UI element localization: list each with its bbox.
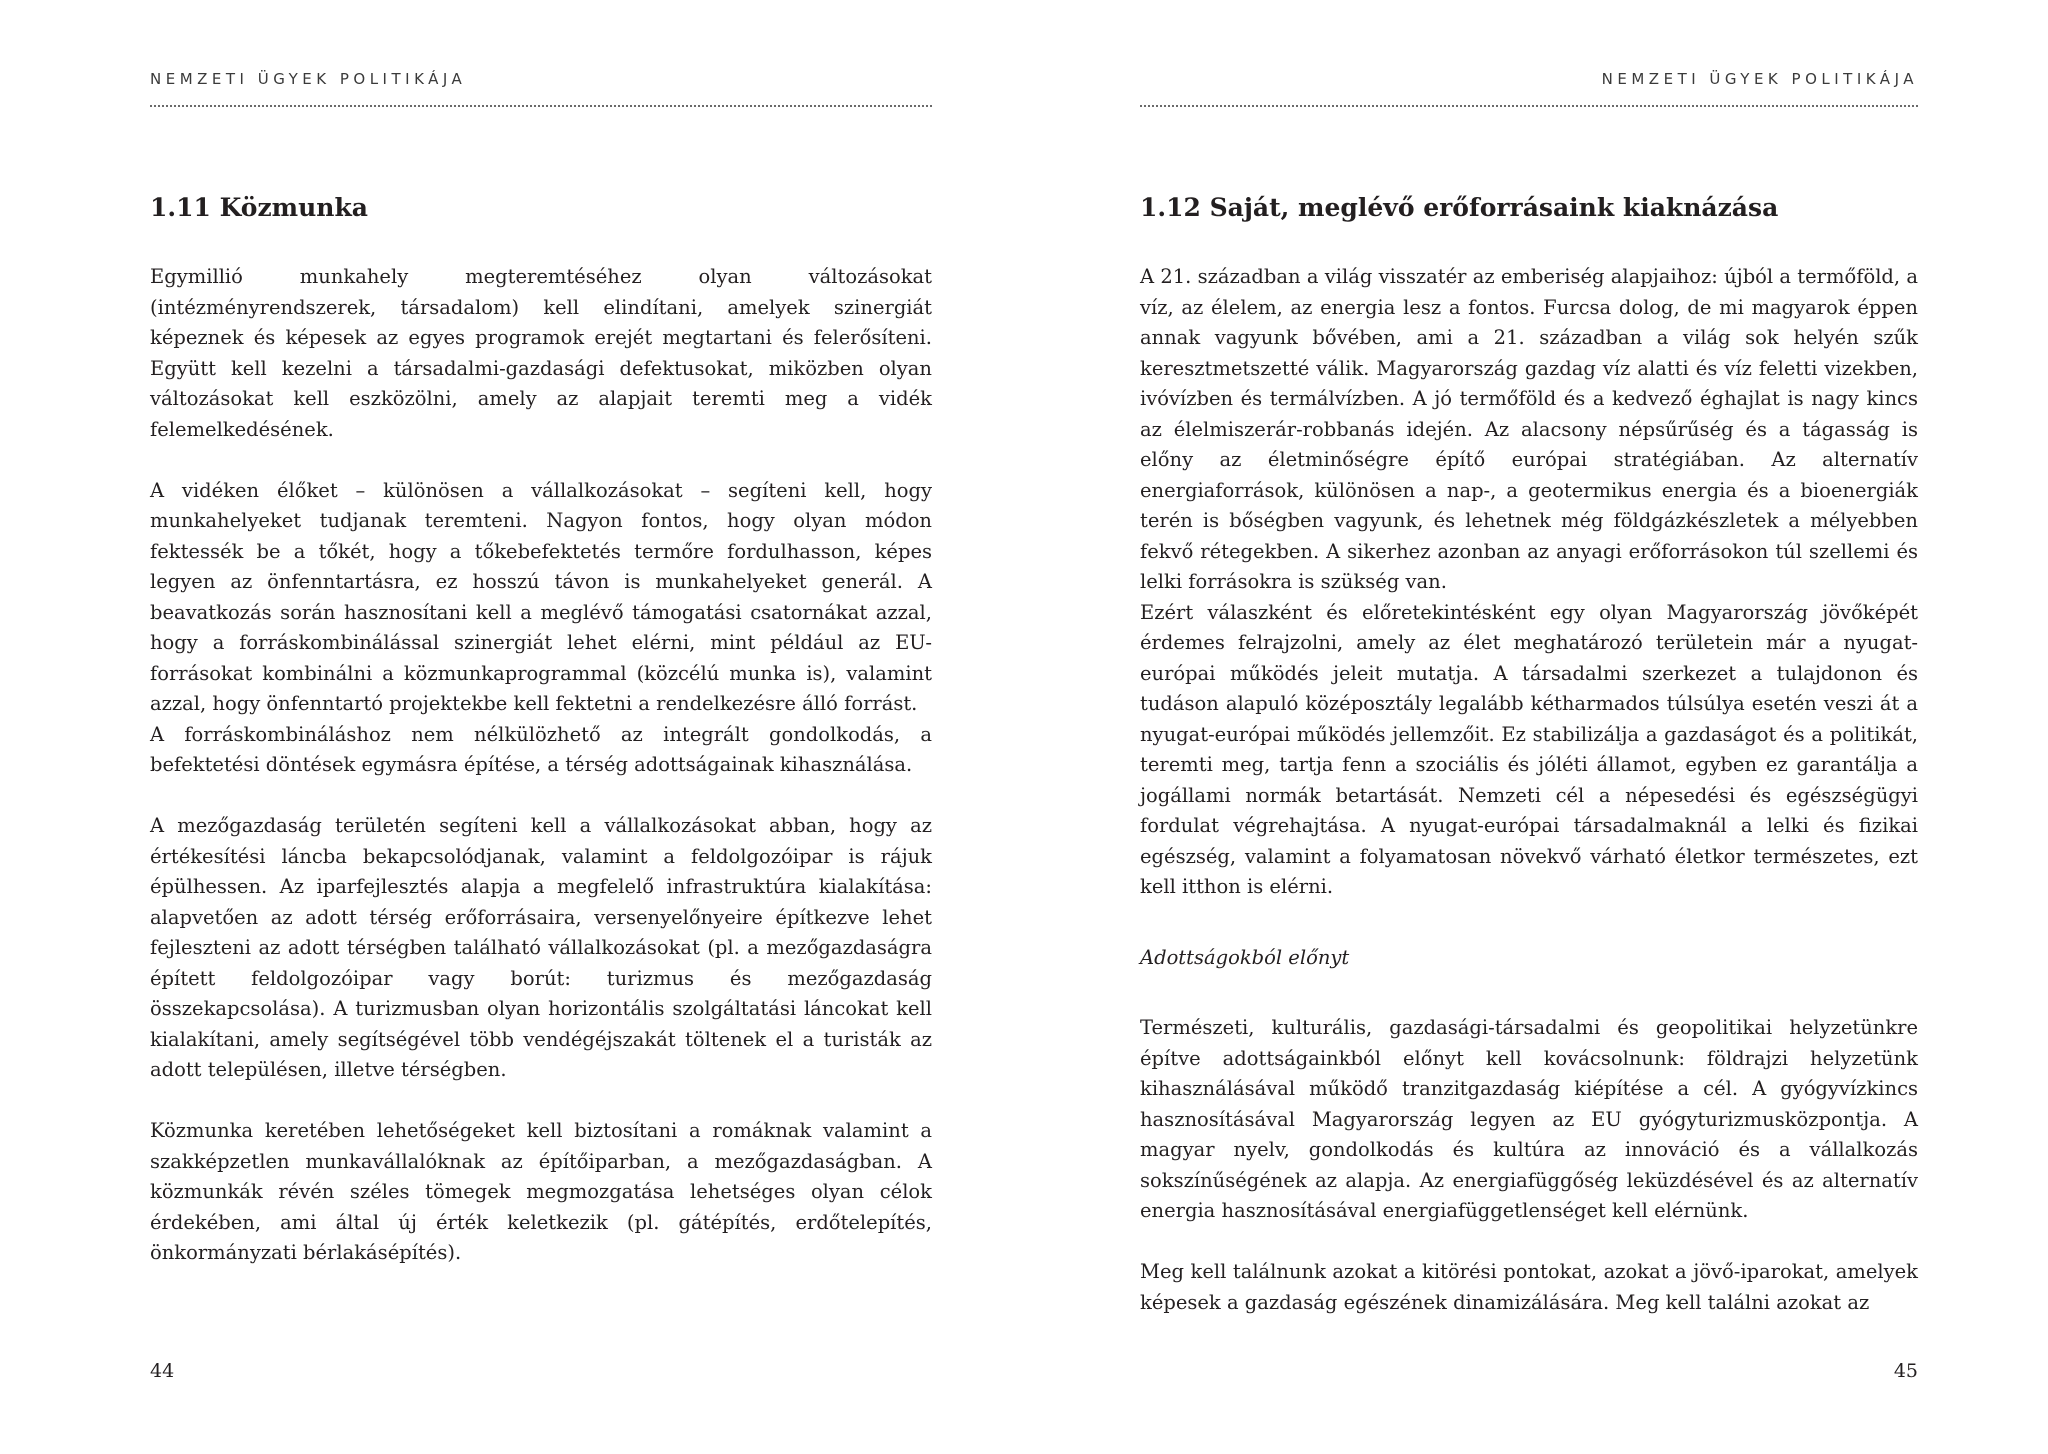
body-text	[150, 262, 932, 1299]
dotted-rule	[150, 105, 932, 107]
section-heading: 1.11 Közmunka	[150, 193, 368, 222]
page-number: 44	[150, 1360, 175, 1382]
page-number: 45	[1893, 1360, 1918, 1382]
paragraph: A forráskombináláshoz nem nélkülözhető az integrált gondolkodás, a befektetési döntések egymásra építése, a térség adottságainak kihasználása.	[150, 722, 932, 776]
paragraph: A 21. században a világ visszatér az emberiség alapjaihoz: újból a termőföld, a víz, az élelem, az energia lesz a fontos. Furcsa dolog, de mi magyarok éppen annak vagyunk bővében, ami a 21. században a világ sok helyén szűk keresztmetszetté válik. Magyarország gazdag víz alatti és víz feletti vizekben, ivóvízben és termálvízben. A jó termőföld és a kedvező éghajlat is nagy kincs az élelmiszerár-robbanás idején. Az alacsony népsűrűség és a tágasság is előny az életminőségre építő európai stratégiában. Az alternatív energiaforrások, különösen a nap-, a geotermikus energia és a bioenergiák terén is bőségben vagyunk, és lehetnek még földgázkészletek a mélyebben fekvő rétegekben. A sikerhez azonban az anyagi erőforrásokon túl szellemi és lelki forrásokra is szükség van.	[1140, 265, 1918, 593]
running-head: NEMZETI ÜGYEK POLITIKÁJA	[1601, 70, 1918, 88]
running-head: NEMZETI ÜGYEK POLITIKÁJA	[150, 70, 467, 88]
paragraph: A mezőgazdaság területén segíteni kell a vállalkozásokat abban, hogy az értékesítési láncba bekapcsolódjanak, valamint a feldolgozóipar is rájuk épülhessen. Az iparfejlesztés alapja a megfelelő infrastruktúra kialakítása: alapvetően az adott térség erőforrásaira, versenyelőnyeire építkezve lehet fejleszteni az adott térségben található vállalkozásokat (pl. a mezőgazdaságra épített feldolgozóipar vagy borút: turizmus és mezőgazdaság összekapcsolása). A turizmusban olyan horizontális szolgáltatási láncokat kell kialakítani, amely segítségével több vendégéjszakát töltenek el a turisták az adott településen, illetve térségben.	[150, 814, 932, 1081]
body-text	[1140, 262, 1918, 1349]
dotted-rule	[1140, 105, 1918, 107]
right-page	[1140, 0, 1918, 1454]
paragraph: Közmunka keretében lehetőségeket kell biztosítani a romáknak valamint a szakképzetlen munkavállalóknak az építőiparban, a mezőgazdaságban. A közmunkák révén széles tömegek megmozgatása lehetséges olyan célok érdekében, ami által új érték keletkezik (pl. gátépítés, erdőtelepítés, önkormányzati bérlakásépítés).	[150, 1119, 932, 1264]
paragraph: Ezért válaszként és előretekintésként egy olyan Magyarország jövőképét érdemes felrajzolni, amely az élet meghatározó területein már a nyugat-európai működés jeleit mutatja. A társadalmi szerkezet a tulajdonon és tudáson alapuló középosztály legalább kétharmados túlsúlya esetén veszi át a nyugat-európai működés jellemzőit. Ez stabilizálja a gazdaságot és a politikát, teremti meg, tartja fenn a szociális és jóléti államot, egyben ez garantálja a jogállami normák betartását. Nemzeti cél a népesedési és egészségügyi fordulat végrehajtása. A nyugat-európai társadalmaknál a lelki és fizikai egészség, valamint a folyamatosan növekvő várható életkor természetes, ezt kell itthon is elérni.	[1140, 600, 1918, 898]
paragraph: Egymillió munkahely megteremtéséhez olyan változásokat (intézményrendszerek, társadalom) kell elindítani, amelyek szinergiát képeznek és képesek az egyes programok erejét megtartani és felerősíteni. Együtt kell kezelni a társadalmi-gazdasági defektusokat, miközben olyan változásokat kell eszközölni, amely az alapjait teremti meg a vidék felemelkedésének.	[150, 265, 932, 441]
left-page	[150, 0, 932, 1454]
paragraph: A vidéken élőket – különösen a vállalkozásokat – segíteni kell, hogy munkahelyeket tudjanak teremteni. Nagyon fontos, hogy olyan módon fektessék be a tőkét, hogy a tőkebefektetés termőre fordulhasson, képes legyen az önfenntartásra, ez hosszú távon is munkahelyeket generál. A beavatkozás során hasznosítani kell a meglévő támogatási csatornákat azzal, hogy a forráskombinálással szinergiát lehet elérni, mint például az EU-forrásokat kombinálni a közmunkaprogrammal (közcélú munka is), valamint azzal, hogy önfenntartó projektekbe kell fektetni a rendelkezésre álló forrást.	[150, 478, 932, 715]
paragraph: Meg kell találnunk azokat a kitörési pontokat, azokat a jövő-iparokat, amelyek képesek a gazdaság egészének dinamizálására. Meg kell találni azokat az	[1140, 1260, 1918, 1314]
paragraph: Természeti, kulturális, gazdasági-társadalmi és geopolitikai helyzetünkre építve adottságainkból előnyt kell kovácsolnunk: földrajzi helyzetünk kihasználásával működő tranzitgazdaság kiépítése a cél. A gyógyvízkincs hasznosításával Magyarország legyen az EU gyógyturizmusközpontja. A magyar nyelv, gondolkodás és kultúra az innováció és a vállalkozás sokszínűségének az alapja. Az energiafüggőség leküzdésével és az alternatív energia hasznosításával energiafüggetlenséget kell elérnünk.	[1140, 1016, 1918, 1222]
subheading: Adottságokból előnyt	[1140, 945, 1350, 969]
section-heading: 1.12 Saját, meglévő erőforrásaink kiaknázása	[1140, 193, 1779, 222]
